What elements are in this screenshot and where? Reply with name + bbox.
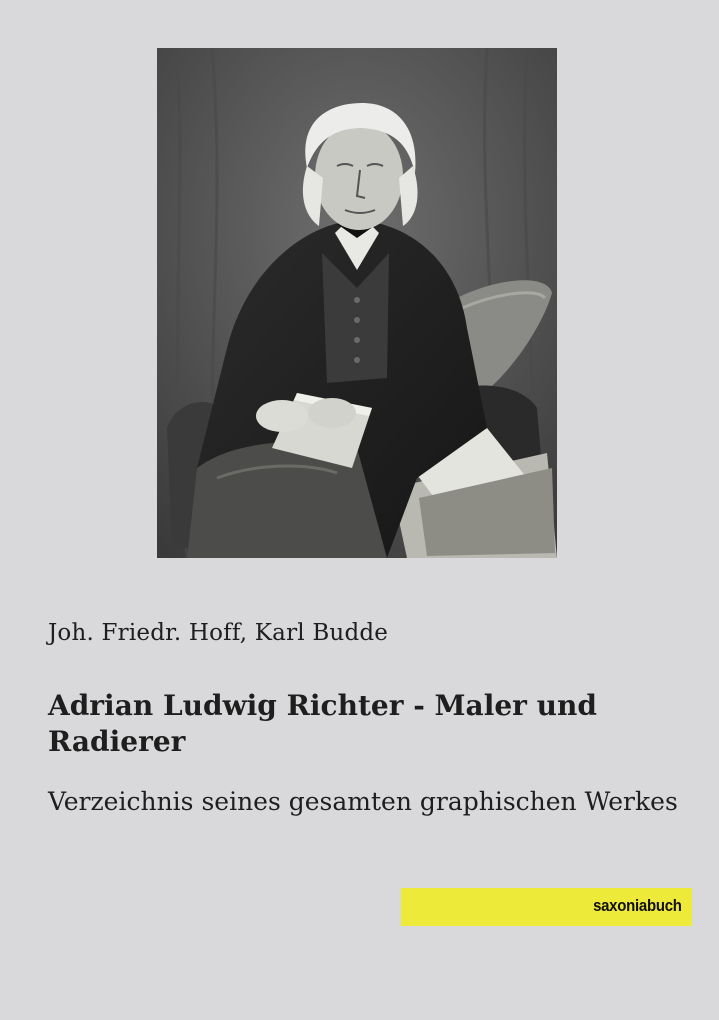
- book-title: Adrian Ludwig Richter - Maler und Radierer: [48, 689, 597, 758]
- author-portrait: [157, 48, 557, 558]
- portrait-engraving: [157, 48, 557, 558]
- book-subtitle: Verzeichnis seines gesamten graphischen Werkes: [48, 787, 678, 816]
- publisher-name: saxoniabuch: [593, 896, 682, 915]
- publisher-band: [401, 888, 692, 926]
- author-names: Joh. Friedr. Hoff, Karl Budde: [48, 620, 389, 646]
